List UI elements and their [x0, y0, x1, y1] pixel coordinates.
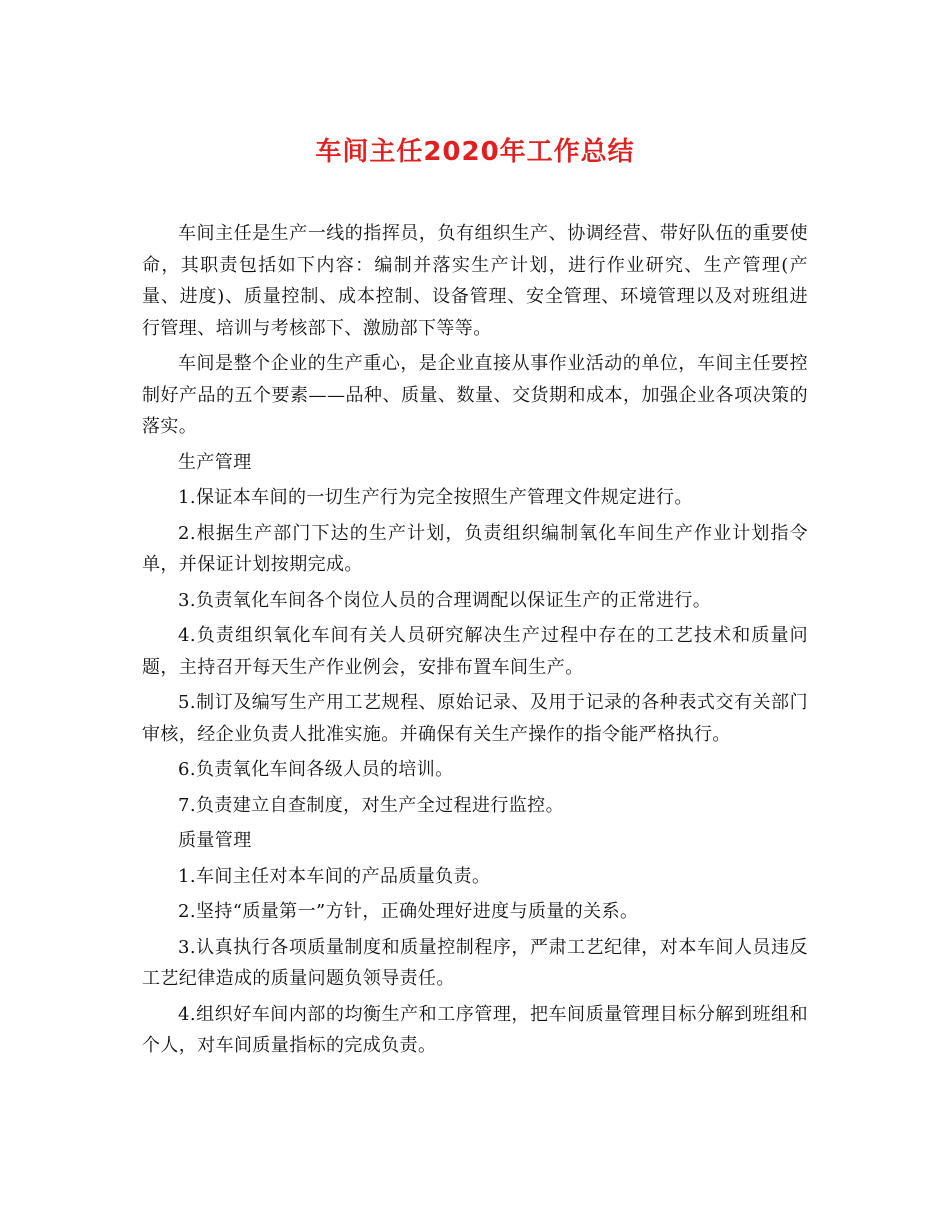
list-item: 4.组织好车间内部的均衡生产和工序管理，把车间质量管理目标分解到班组和个人，对车间质量指标的完成负责。	[142, 1003, 808, 1056]
list-item: 3.认真执行各项质量制度和质量控制程序，严肃工艺纪律，对本车间人员违反工艺纪律造成的质量问题负领导责任。	[142, 936, 808, 989]
paragraph-intro: 车间主任是生产一线的指挥员，负有组织生产、协调经营、带好队伍的重要使命，其职责包括如下内容：编制并落实生产计划，进行作业研究、生产管理(产量、进度)、质量控制、成本控制、设备管理、安全管理、环境管理以及对班组进行管理、培训与考核部下、激励部下等等。	[142, 223, 808, 339]
list-item: 1.保证本车间的一切生产行为完全按照生产管理文件规定进行。	[178, 487, 693, 508]
list-item: 6.负责氧化车间各级人员的培训。	[178, 759, 454, 780]
document-body	[142, 218, 808, 1062]
list-item: 2.坚持“质量第一”方针，正确处理好进度与质量的关系。	[178, 901, 639, 922]
list-item: 5.制订及编写生产用工艺规程、原始记录、及用于记录的各种表式交有关部门审核，经企业负责人批准实施。并确保有关生产操作的指令能严格执行。	[142, 692, 808, 745]
list-item: 2.根据生产部门下达的生产计划，负责组织编制氧化车间生产作业计划指令单，并保证计划按期完成。	[142, 522, 808, 575]
paragraph-workshop: 车间是整个企业的生产重心，是企业直接从事作业活动的单位，车间主任要控制好产品的五个要素——品种、质量、数量、交货期和成本，加强企业各项决策的落实。	[142, 353, 808, 437]
section-heading-quality: 质量管理	[178, 830, 252, 851]
list-item: 4.负责组织氧化车间有关人员研究解决生产过程中存在的工艺技术和质量问题，主持召开每天生产作业例会，安排布置车间生产。	[142, 625, 808, 678]
list-item: 7.负责建立自查制度，对生产全过程进行监控。	[178, 794, 564, 816]
section-heading-production: 生产管理	[178, 451, 252, 473]
document-title: 车间主任2020年工作总结	[315, 137, 635, 167]
list-item: 3.负责氧化车间各个岗位人员的合理调配以保证生产的正常进行。	[178, 589, 712, 611]
list-item: 1.车间主任对本车间的产品质量负责。	[178, 865, 491, 887]
